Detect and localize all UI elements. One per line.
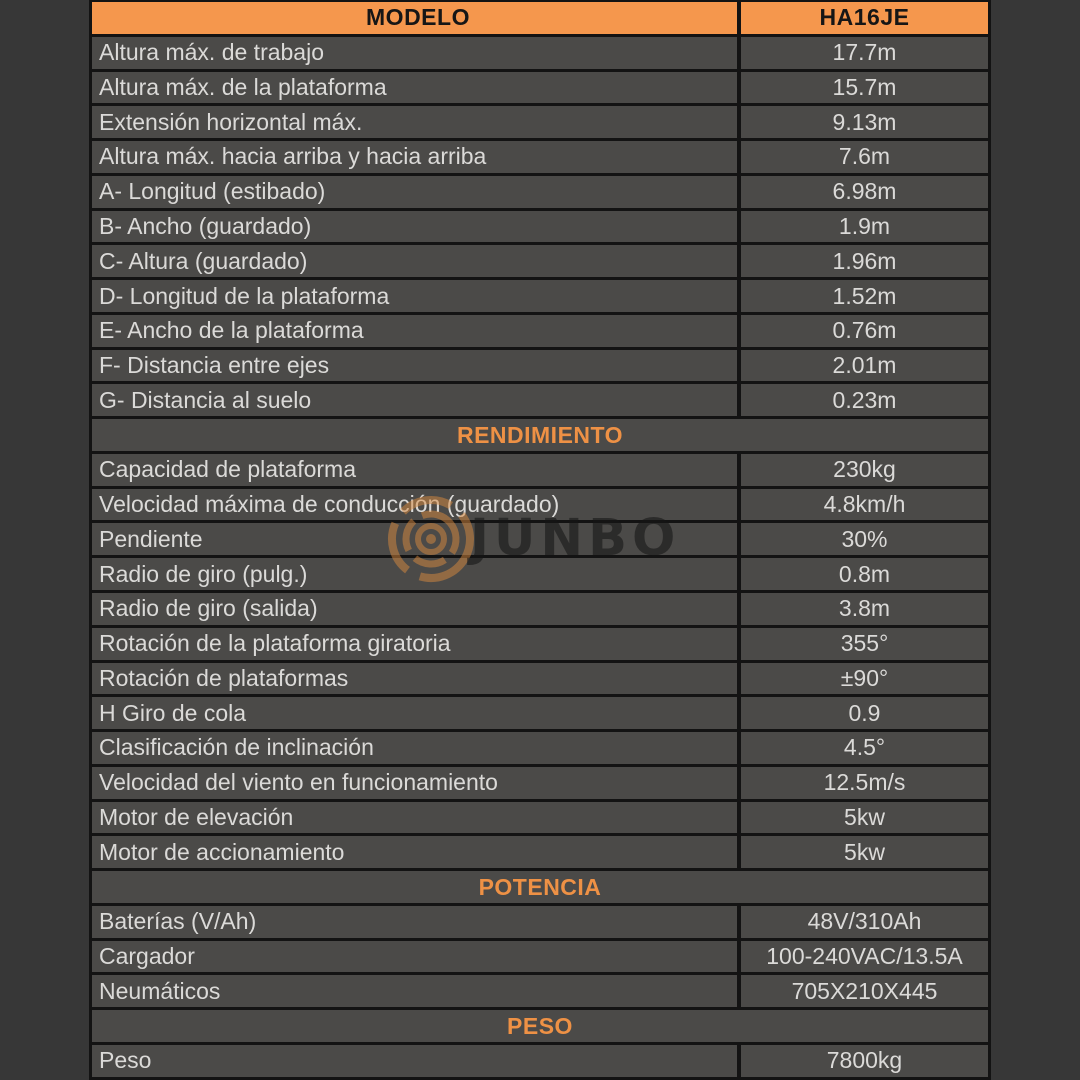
spec-value: 5kw xyxy=(844,838,885,865)
spec-value: 1.52m xyxy=(832,282,897,309)
spec-value: 2.01m xyxy=(832,352,897,379)
spec-value: 48V/310Ah xyxy=(807,908,922,935)
spec-value: 7.6m xyxy=(838,143,891,170)
spec-value: 0.8m xyxy=(838,560,891,587)
table-header-row xyxy=(92,2,988,37)
spec-label: G- Distancia al suelo xyxy=(92,384,741,416)
spec-value: 1.9m xyxy=(838,212,891,239)
spec-row xyxy=(92,906,988,941)
spec-label: Clasificación de inclinación xyxy=(92,732,741,764)
spec-row xyxy=(92,37,988,72)
spec-row xyxy=(92,106,988,141)
model-column-header: MODELO xyxy=(92,2,741,34)
spec-value: 230kg xyxy=(833,456,896,483)
spec-row xyxy=(92,245,988,280)
model-value-header: HA16JE xyxy=(819,4,910,31)
spec-row xyxy=(92,941,988,976)
spec-label: Altura máx. hacia arriba y hacia arriba xyxy=(92,141,741,173)
section-title: RENDIMIENTO xyxy=(456,421,624,448)
spec-row xyxy=(92,1045,988,1080)
spec-value: 3.8m xyxy=(838,595,891,622)
spec-label: Altura máx. de la plataforma xyxy=(92,72,741,104)
spec-value: 5kw xyxy=(844,803,885,830)
spec-row xyxy=(92,558,988,593)
spec-table-body xyxy=(92,37,988,1080)
spec-value: 4.5° xyxy=(843,734,886,761)
spec-label: Rotación de la plataforma giratoria xyxy=(92,628,741,660)
section-header-row xyxy=(92,871,988,906)
spec-row xyxy=(92,836,988,871)
spec-row xyxy=(92,802,988,837)
watermark-text: JUNBO xyxy=(470,509,681,568)
spec-label: Neumáticos xyxy=(92,975,741,1007)
spec-value: 1.96m xyxy=(832,247,897,274)
spec-label: Motor de accionamiento xyxy=(92,836,741,868)
spec-value: 355° xyxy=(840,630,889,657)
spec-row xyxy=(92,523,988,558)
spec-label: Cargador xyxy=(92,941,741,973)
spec-row xyxy=(92,280,988,315)
spec-label: Capacidad de plataforma xyxy=(92,454,741,486)
spec-value: 30% xyxy=(841,525,888,552)
spec-label: C- Altura (guardado) xyxy=(92,245,741,277)
spec-label: H Giro de cola xyxy=(92,697,741,729)
spec-value: 0.76m xyxy=(832,317,897,344)
spec-row xyxy=(92,663,988,698)
spec-value: 4.8km/h xyxy=(823,491,906,518)
spec-value: 7800kg xyxy=(826,1047,903,1074)
section-header-row xyxy=(92,419,988,454)
spec-row xyxy=(92,697,988,732)
spec-label: B- Ancho (guardado) xyxy=(92,211,741,243)
spec-value: 15.7m xyxy=(832,73,897,100)
spec-row xyxy=(92,211,988,246)
spec-row xyxy=(92,72,988,107)
spec-row xyxy=(92,454,988,489)
spec-row xyxy=(92,141,988,176)
spec-row xyxy=(92,350,988,385)
spec-row xyxy=(92,176,988,211)
spec-label: Altura máx. de trabajo xyxy=(92,37,741,69)
spec-label: Peso xyxy=(92,1045,741,1077)
spec-label: Velocidad máxima de conducción (guardado) xyxy=(92,489,741,521)
spec-label: D- Longitud de la plataforma xyxy=(92,280,741,312)
spec-label: Motor de elevación xyxy=(92,802,741,834)
section-title: PESO xyxy=(507,1012,573,1039)
spec-label: E- Ancho de la plataforma xyxy=(92,315,741,347)
spec-value: 100-240VAC/13.5A xyxy=(766,943,963,970)
spec-row xyxy=(92,767,988,802)
spec-label: A- Longitud (estibado) xyxy=(92,176,741,208)
spec-value: 17.7m xyxy=(832,39,897,66)
spec-value: 0.23m xyxy=(832,386,897,413)
spec-row xyxy=(92,628,988,663)
spec-row xyxy=(92,975,988,1010)
spec-row xyxy=(92,593,988,628)
spec-row xyxy=(92,489,988,524)
spec-label: Radio de giro (salida) xyxy=(92,593,741,625)
spec-label: Velocidad del viento en funcionamiento xyxy=(92,767,741,799)
spec-label: Radio de giro (pulg.) xyxy=(92,558,741,590)
spec-label: Pendiente xyxy=(92,523,741,555)
spec-label: Rotación de plataformas xyxy=(92,663,741,695)
spec-value: 9.13m xyxy=(832,108,897,135)
section-header-row xyxy=(92,1010,988,1045)
spec-value: ±90° xyxy=(840,664,889,691)
spec-row xyxy=(92,732,988,767)
spec-row xyxy=(92,384,988,419)
spec-value: 0.9 xyxy=(848,699,881,726)
section-title: POTENCIA xyxy=(478,873,602,900)
spec-label: Baterías (V/Ah) xyxy=(92,906,741,938)
spec-value: 705X210X445 xyxy=(791,977,938,1004)
spec-label: F- Distancia entre ejes xyxy=(92,350,741,382)
spec-value: 12.5m/s xyxy=(823,769,906,796)
spec-table xyxy=(89,0,991,1080)
spec-value: 6.98m xyxy=(832,178,897,205)
spec-row xyxy=(92,315,988,350)
spec-label: Extensión horizontal máx. xyxy=(92,106,741,138)
